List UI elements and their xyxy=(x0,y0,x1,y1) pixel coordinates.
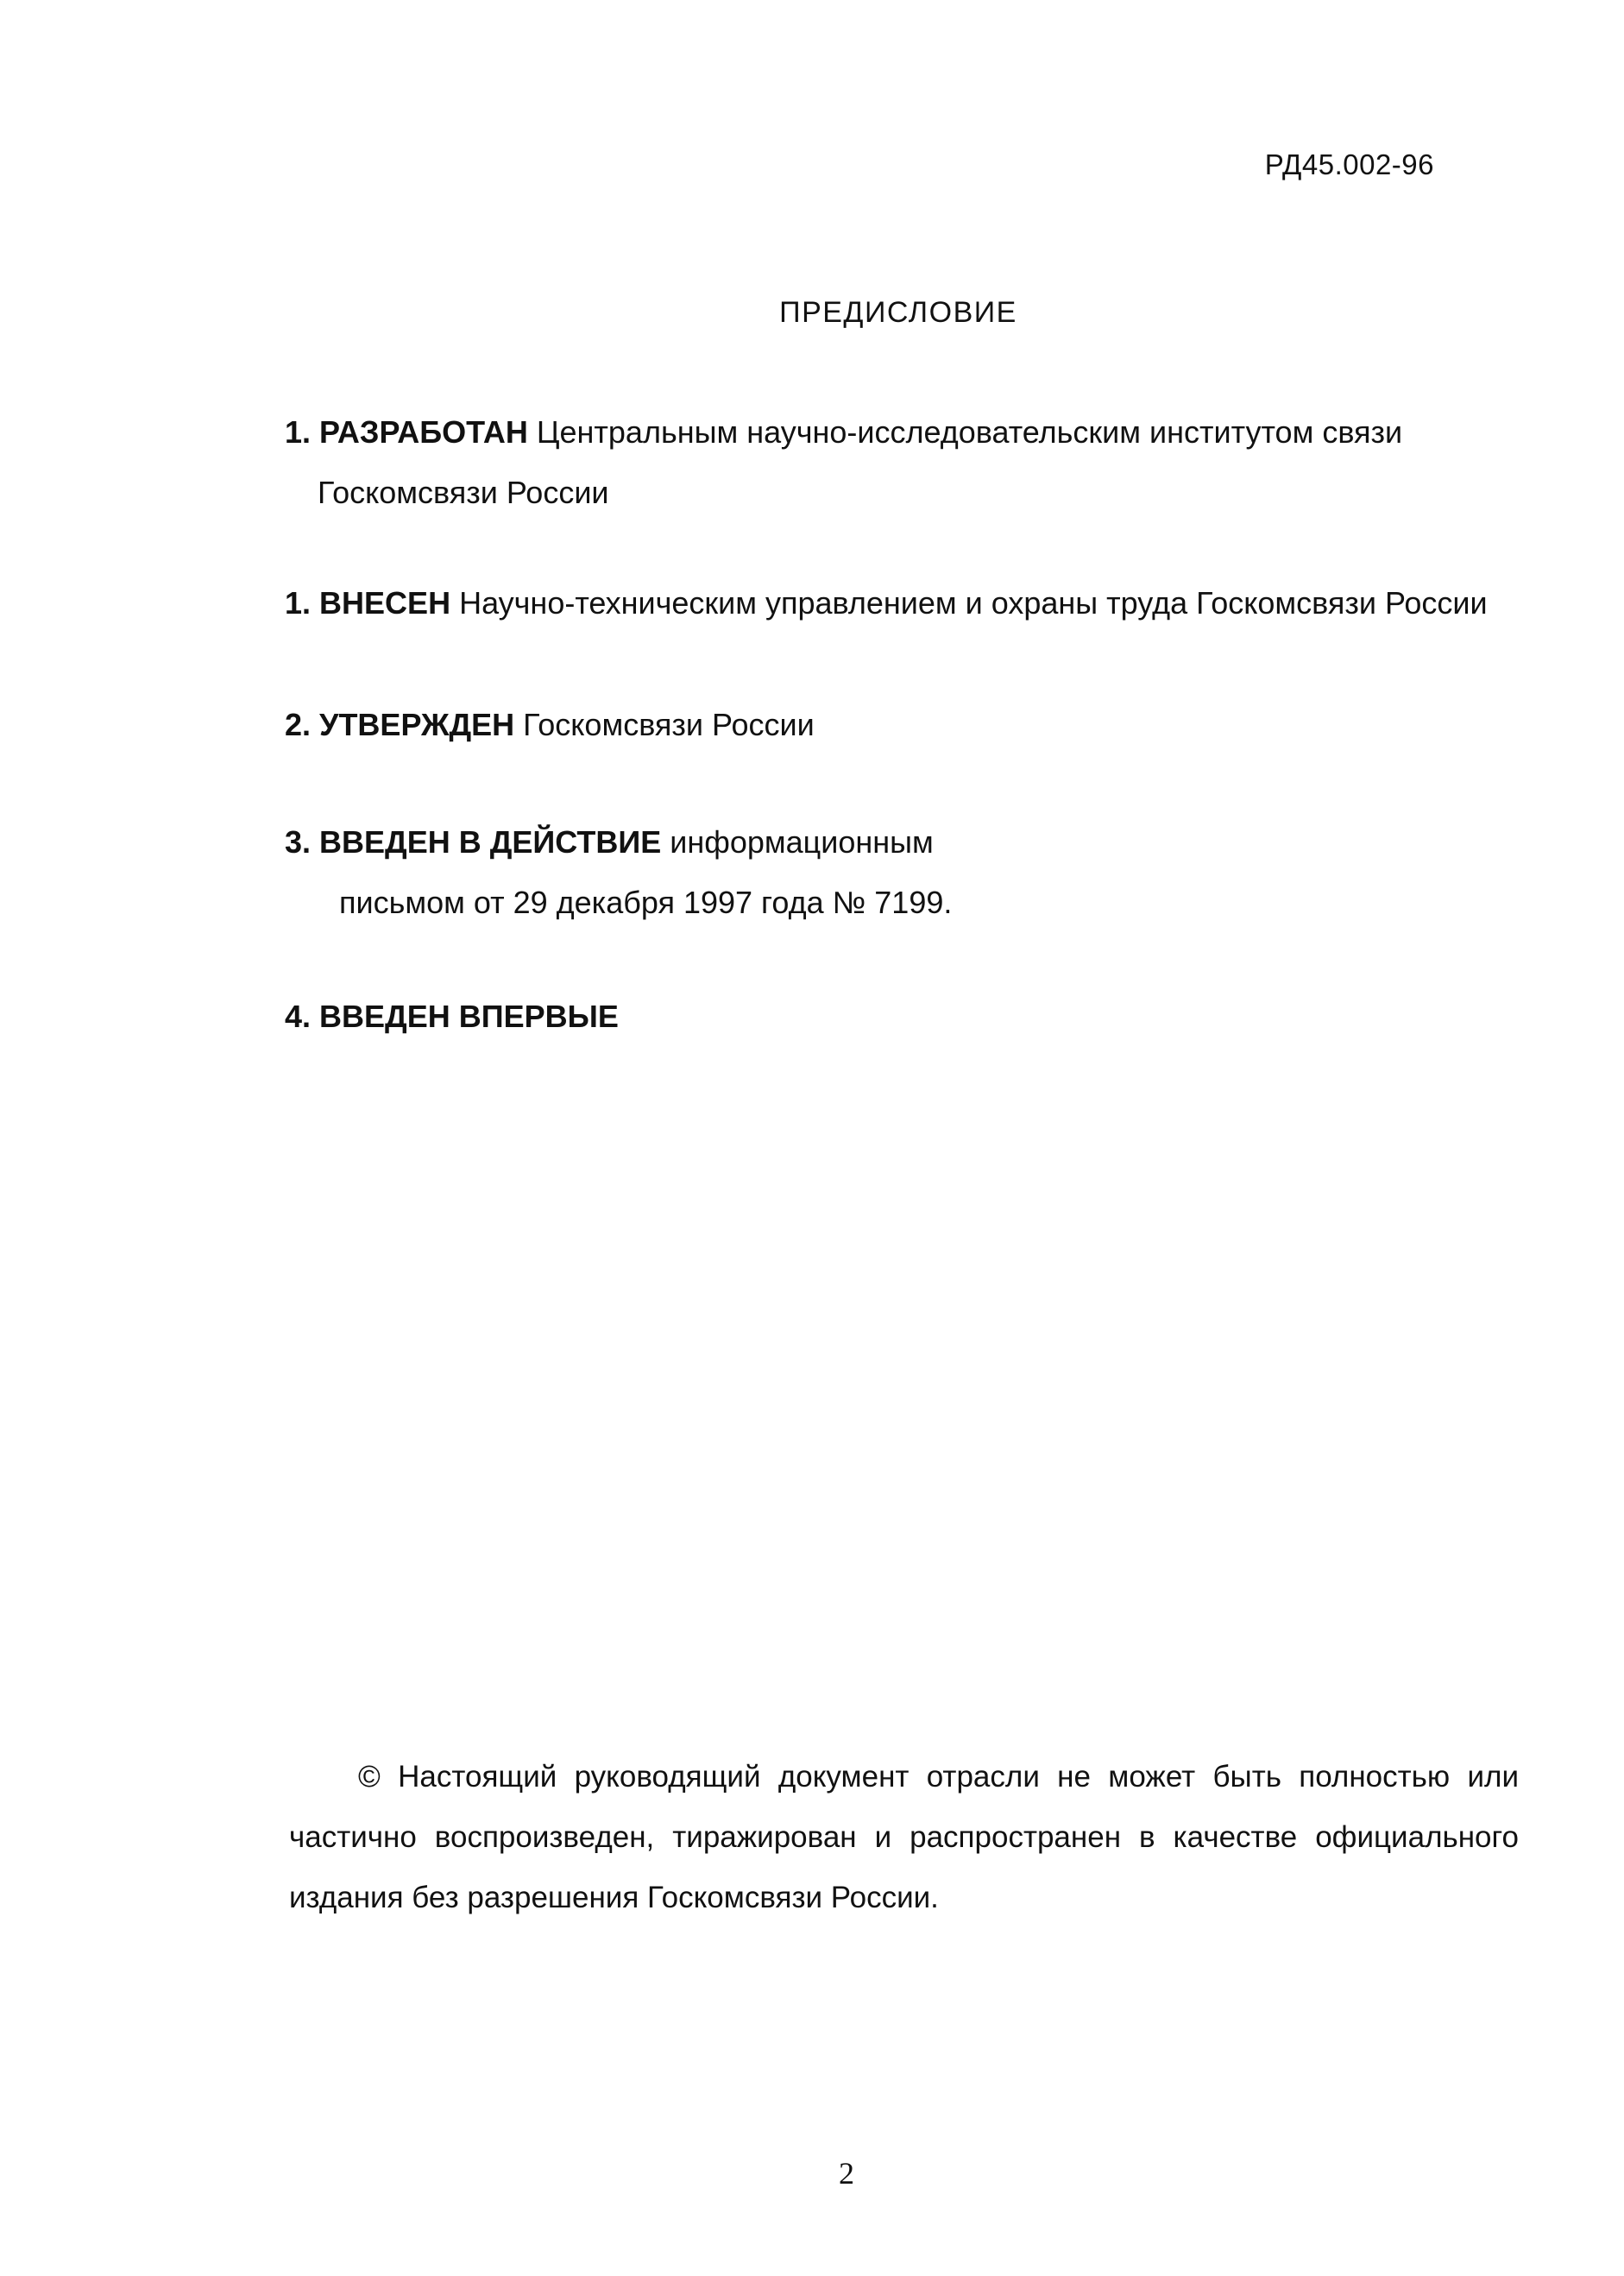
list-item-introduced xyxy=(285,585,1488,621)
item-text: информационным xyxy=(661,824,934,860)
notice-line: издания без разрешения Госкомсвязи России. xyxy=(289,1881,939,1914)
item-keyword: ВВЕДЕН В ДЕЙСТВИЕ xyxy=(319,824,662,860)
list-item-effective xyxy=(285,824,953,920)
item-number: 1. xyxy=(285,414,312,450)
item-keyword: УТВЕРЖДЕН xyxy=(319,707,515,742)
item-number: 1. xyxy=(285,585,312,621)
list-item-approved xyxy=(285,709,815,741)
item-text: Научно-техническим управлением и охраны труда Госкомсвязи России xyxy=(450,585,1488,621)
list-item-developed xyxy=(285,414,1403,510)
item-continuation: письмом от 29 декабря 1997 года № 7199. xyxy=(339,885,953,920)
item-continuation: Госкомсвязи России xyxy=(318,475,609,510)
item-number: 4. xyxy=(285,999,312,1034)
notice-line: © Настоящий руководящий документ отрасли не может быть полностью или xyxy=(358,1760,1519,1794)
item-keyword: ВВЕДЕН xyxy=(319,999,450,1034)
item-number: 3. xyxy=(285,824,312,860)
page-title: ПРЕДИСЛОВИЕ xyxy=(779,296,1017,329)
copyright-notice xyxy=(289,1747,1519,1928)
notice-line: частично воспроизведен, тиражирован и распространен в качестве официального xyxy=(289,1820,1519,1854)
item-text: ВПЕРВЫЕ xyxy=(450,999,619,1034)
item-keyword: ВНЕСЕН xyxy=(319,585,451,621)
page-number: 2 xyxy=(839,2156,854,2191)
item-keyword: РАЗРАБОТАН xyxy=(319,414,528,450)
document-code: РД45.002-96 xyxy=(1264,148,1434,180)
item-text: Центральным научно-исследовательским институтом связи xyxy=(527,414,1403,450)
list-item-first-time xyxy=(285,1001,619,1032)
item-text: Госкомсвязи России xyxy=(514,707,815,742)
item-number: 2. xyxy=(285,707,312,742)
